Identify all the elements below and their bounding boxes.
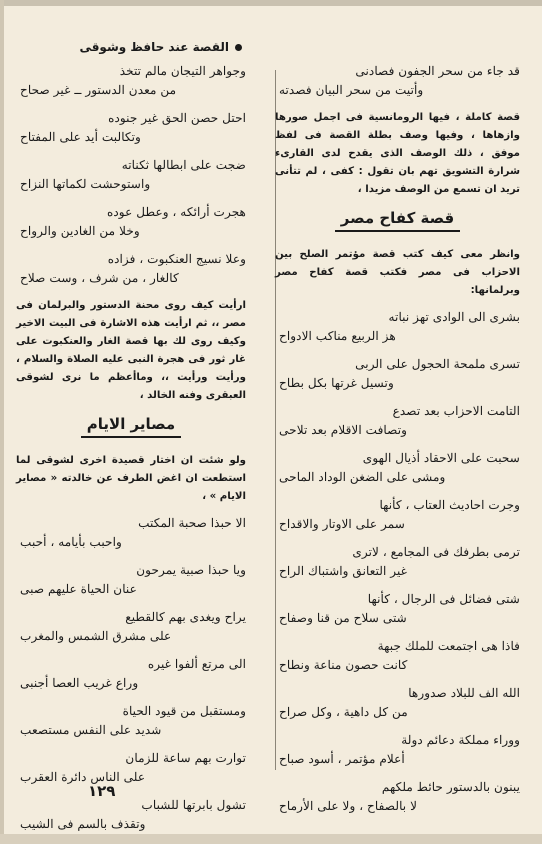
verse-list [16,514,246,834]
section-title [16,415,246,438]
section-title [275,209,520,232]
verse-first-half: شتى فضائل فى الرجال ، كأنها [367,592,520,606]
verse [275,590,520,628]
verse-first-half: يراح ويغدى بهم كالقطيع [125,610,246,624]
verse-second-half: كانت حصون مناعة ونطاح [279,658,408,672]
prose-paragraph: وانظر معى كيف كتب قصة مؤتمر الصلح بين الاحزاب فى مصر فكتب قصة كفاح مصر وبرلمانها: [275,249,520,296]
verse [275,731,520,769]
verse [275,778,520,816]
scan-edge-left [0,0,4,844]
verse-second-half: كالغار ، من شرف ، وست صلاح [20,271,179,285]
verse-second-half: واستوحشت لكماتها النزاح [20,177,151,191]
verse-second-half: وخلا من الغادين والرواح [20,224,140,238]
verse [16,250,246,288]
verse [275,496,520,534]
prose-paragraph: ولو شئت ان اختار قصيدة اخرى لشوقى لما استطعت ان اغض الطرف عن خالدته « مصاير الايام » ، [16,455,246,502]
verse-first-half: التامت الاحزاب بعد تصدع [392,404,520,418]
page-number: ١٢٩ [88,782,116,800]
scan-edge-top [0,0,542,6]
prose-paragraph: ارأيت كيف روى محنة الدستور والبرلمان فى مصر ،، ثم ارأيت هذه الاشارة فى البيت الاخير وكيف روى لك بها قصة الغار والعنكبوت على غار ثور فى هجرة النبى عليه الصلاة والسلام ، ورأيت ورأيت ،، وماأعظم ما نرى لشوقى العبقرى وفنه الخالد ، [16,300,246,401]
verse-first-half: ضجت على ابطالها ثكناته [121,158,246,172]
verse [275,637,520,675]
verse-second-half: وتقذف بالسم فى الشيب [20,817,146,831]
verse-first-half: الا حبذا صحبة المكتب [138,516,246,530]
verse-first-half: وجواهر التيجان مالم تتخذ [119,64,246,78]
verse [16,62,246,100]
verse [16,203,246,241]
section-title-text: قصة كفاح مصر [335,209,461,232]
verse-list [275,308,520,816]
verse-second-half: من كل داهية ، وكل صراح [279,705,408,719]
verse-first-half: ومستقبل من قيود الحياة [122,704,246,718]
verse-second-half: هز الربيع مناكب الادواح [279,329,396,343]
verse-first-half: ويا حبذا صبية يمرحون [136,563,246,577]
verse-second-half: غير التعانق واشتباك الراح [279,564,407,578]
left-column [16,62,246,843]
verse-second-half: وتسيل غرتها بكل بطاح [279,376,394,390]
verse [16,608,246,646]
verse-first-half: يبنون بالدستور حائط ملكهم [381,780,520,794]
verse-list [16,62,246,288]
verse-first-half: توارت بهم ساعة للزمان [125,751,246,765]
prose-paragraph: قصة كاملة ، فيها الرومانسية فى اجمل صورها وازهاها ، وفيها وصف بطلة القصة فى لفظ موفق ، ذلك الوصف الذى يقدح لدى القارىء شرارة التشويق تهم بان تقول : كفى ، لم تتأنى تريد ان تسمع من الوصف مزيدا ، [275,112,520,195]
verse [275,308,520,346]
verse-first-half: وعلا نسيج العنكبوت ، فزاده [107,252,246,266]
verse-second-half: ومشى على الضغن الوداد الماحى [279,470,446,484]
verse-second-half: وتصافت الاقلام بعد تلاحى [279,423,407,437]
verse [275,62,520,100]
verse [16,109,246,147]
running-header-title: القصة عند حافظ وشوقى [79,40,229,54]
verse-second-half: وتكالبت أيد على المفتاح [20,130,141,144]
verse [16,749,246,787]
verse-second-half: وراع غريب العصا أجنبى [20,676,139,690]
verse [16,796,246,834]
verse-first-half: تسرى ملمحة الحجول على الربى [355,357,520,371]
bullet-icon [235,44,242,51]
verse-first-half: احتل حصن الحق غير جنوده [108,111,246,125]
verse-second-half: على الناس دائرة العقرب [20,770,146,784]
verse-first-half: وجرت احاديث العتاب ، كأنها [379,498,520,512]
running-header [79,40,242,54]
verse-first-half: سحبت على الاحقاد أذيال الهوى [362,451,520,465]
verse [275,449,520,487]
verse-second-half: شديد على النفس مستصعب [20,723,162,737]
verse [16,655,246,693]
verse-first-half: الى مرتع ألفوا غيره [147,657,246,671]
verse-first-half: ووراء مملكة دعائم دولة [401,733,520,747]
right-column [275,62,520,825]
section-title-text: مصاير الايام [81,415,181,438]
verse-first-half: فاذا هى اجتمعت للملك جبهة [377,639,520,653]
verse-second-half: سمر على الاوتار والاقداح [279,517,405,531]
verse-first-half: الله الف للبلاد صدورها [408,686,520,700]
verse [275,543,520,581]
verse-first-half: ترمى بطرفك فى المجامع ، لاترى [352,545,520,559]
verse-first-half: قد جاء من سحر الجفون فصادنى [355,64,520,78]
verse [16,156,246,194]
verse-second-half: وأتيت من سحر البيان فصدته [279,83,424,97]
verse-second-half: أعلام مؤتمر ، أسود صباح [279,752,405,766]
verse-second-half: عنان الحياة عليهم صبى [20,582,137,596]
verse-second-half: من معدن الدستور ــ غير صحاح [20,83,177,97]
verse [275,684,520,722]
verse-first-half: هجرت أرائكه ، وعطل عوده [106,205,246,219]
verse [16,702,246,740]
verse-second-half: لا بالصفاح ، ولا على الأرماح [279,799,418,813]
verse-first-half: بشرى الى الوادى تهز نباته [388,310,520,324]
verse [16,561,246,599]
verse [16,514,246,552]
verse-second-half: شتى سلاح من قنا وصفاح [279,611,407,625]
verse-second-half: واحبب بأيامه ، أحبب [20,535,122,549]
verse-second-half: على مشرق الشمس والمغرب [20,629,172,643]
verse-first-half: تشول بابرتها للشباب [141,798,246,812]
verse [275,355,520,393]
verse [275,402,520,440]
